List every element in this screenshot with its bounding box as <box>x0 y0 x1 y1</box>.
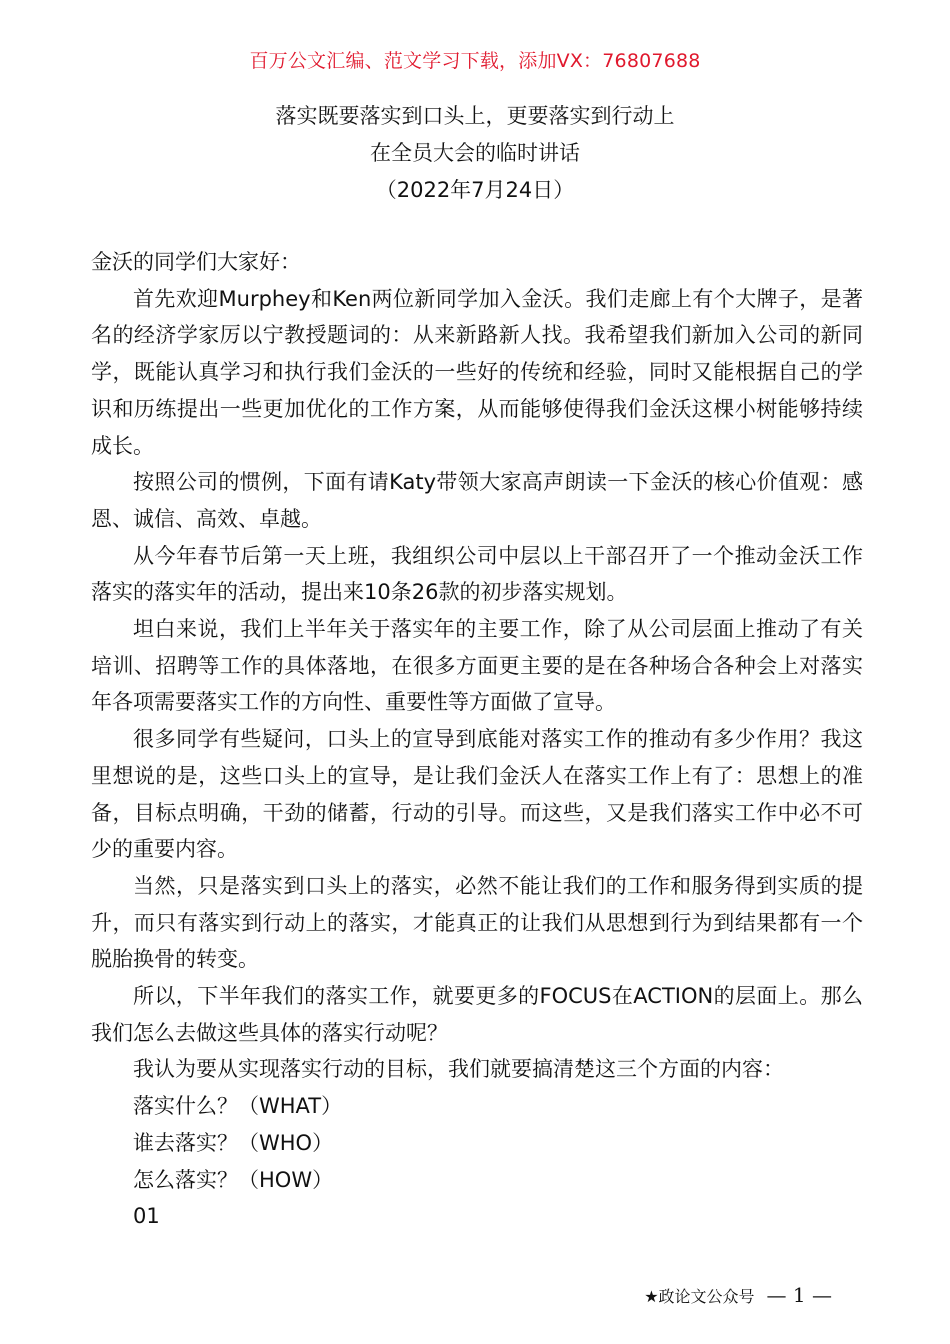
paragraph-focus: 所以，下半年我们的落实工作，就要更多的FOCUS在ACTION的层面上。那么我们怎么去做这些具体的落实行动呢？ <box>91 984 863 1045</box>
paragraph-welcome: 首先欢迎Murphey和Ken两位新同学加入金沃。我们走廊上有个大牌子，是著名的经济学家厉以宁教授题词的：从来新路新人找。我希望我们新加入公司的新同学，既能认真学习和执行我们金沃的一些好的传统和经验，同时又能根据自己的学识和历练提出一些更加优化的工作方案，从而能够使得我们金沃这棵小树能够持续成长。 <box>91 286 863 458</box>
document-date: （2022年7月24日） <box>375 178 575 202</box>
document-title: 落实既要落实到口头上，更要落实到行动上 <box>275 104 675 128</box>
document-subtitle: 在全员大会的临时讲话 <box>370 141 580 165</box>
paragraph-questions: 很多同学有些疑问，口头上的宣导到底能对落实工作的推动有多少作用？我这里想说的是，这些口头上的宣导，是让我们金沃人在落实工作上有了：思想上的准备，目标点明确，干劲的储蓄，行动的引导。而这些，又是我们落实工作中必不可少的重要内容。 <box>91 727 863 862</box>
list-item-who: 谁去落实？（WHO） <box>133 1130 334 1155</box>
section-number: 01 <box>133 1204 160 1229</box>
list-item-how: 怎么落实？（HOW） <box>133 1167 334 1192</box>
list-item-what: 落实什么？（WHAT） <box>133 1094 343 1119</box>
paragraph-core-values: 按照公司的惯例，下面有请Katy带领大家高声朗读一下金沃的核心价值观：感恩、诚信、高效、卓越。 <box>91 470 863 531</box>
document-body <box>91 244 863 1235</box>
greeting: 金沃的同学们大家好： <box>91 250 301 274</box>
paragraph-three-aspects: 我认为要从实现落实行动的目标，我们就要搞清楚这三个方面的内容： <box>133 1057 784 1082</box>
page-footer <box>644 1283 832 1307</box>
document-title-block <box>0 98 950 209</box>
paragraph-implementation-year: 从今年春节后第一天上班，我组织公司中层以上干部召开了一个推动金沃工作落实的落实年的活动，提出来10条26款的初步落实规划。 <box>91 543 863 605</box>
footer-source: ★政论文公众号 <box>644 1286 755 1306</box>
page-number: — 1 — <box>766 1283 832 1307</box>
paragraph-first-half-review: 坦白来说，我们上半年关于落实年的主要工作，除了从公司层面上推动了有关培训、招聘等工作的具体落地，在很多方面更主要的是在各种场合各种会上对落实年各项需要落实工作的方向性、重要性等方面做了宣导。 <box>91 617 863 715</box>
header-banner: 百万公文汇编、范文学习下载，添加VX：76807688 <box>249 50 701 72</box>
paragraph-action: 当然，只是落实到口头上的落实，必然不能让我们的工作和服务得到实质的提升，而只有落实到行动上的落实，才能真正的让我们从思想到行为到结果都有一个脱胎换骨的转变。 <box>91 873 863 972</box>
